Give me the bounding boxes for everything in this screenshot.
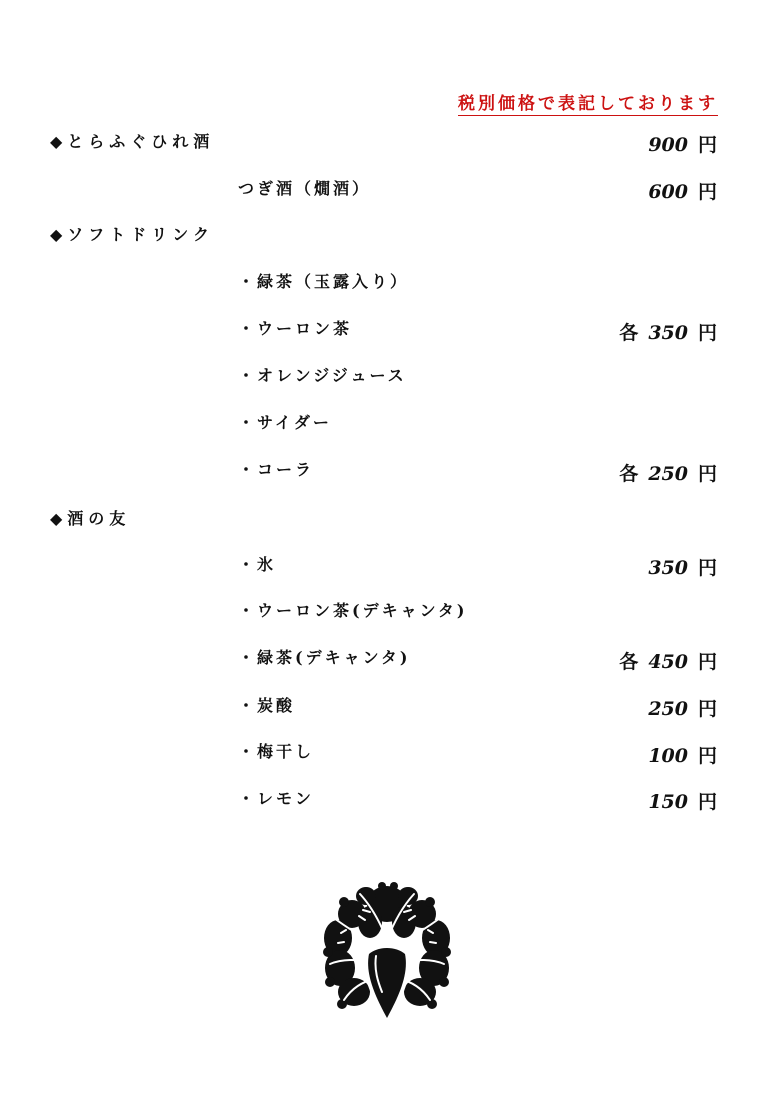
price-unit: 円 [697,698,717,720]
menu-item: ・梅干し [238,742,315,761]
price-unit: 円 [697,134,717,156]
price-prefix: 各 [619,463,639,485]
price [619,322,717,344]
tax-notice: 税別価格で表記しております [458,94,718,114]
price-amount: 350 [648,557,688,579]
menu-item: ・緑茶(デキャンタ) [238,648,411,667]
menu-item: ・オレンジジュース [238,366,407,385]
price [638,181,717,203]
menu-item: つぎ酒（燗酒） [238,179,372,198]
price [638,134,717,156]
price-amount: 150 [648,791,688,813]
menu-item: ・ウーロン茶(デキャンタ) [238,601,468,620]
price-unit: 円 [697,463,717,485]
menu-item: ・ウーロン茶 [238,319,353,338]
section-heading: ◆とらふぐひれ酒 [50,132,215,151]
menu-item: ・氷 [238,555,277,574]
price-unit: 円 [697,791,717,813]
price [638,791,717,813]
menu-item: ・レモン [238,789,315,808]
daikon-crest-icon [320,882,455,1024]
menu-item: ・コーラ [238,460,315,479]
price-unit: 円 [697,651,717,673]
section-heading: ◆ソフトドリンク [50,225,214,244]
price-amount: 250 [648,698,688,720]
price-unit: 円 [697,181,717,203]
menu-item: ・炭酸 [238,696,296,715]
price [638,698,717,720]
price-amount: 250 [648,463,688,485]
price-amount: 350 [648,322,688,344]
price-unit: 円 [697,557,717,579]
price [638,557,717,579]
price-amount: 100 [648,745,688,767]
price-prefix: 各 [619,322,639,344]
menu-item: ・緑茶（玉露入り） [238,272,410,291]
price-unit: 円 [697,745,717,767]
price-amount: 450 [648,651,688,673]
price [619,651,717,673]
price [638,745,717,767]
price-amount: 600 [648,181,688,203]
price-amount: 900 [648,134,688,156]
price-prefix: 各 [619,651,639,673]
price-unit: 円 [697,322,717,344]
section-heading: ◆酒の友 [50,509,131,528]
price [619,463,717,485]
menu-item: ・サイダー [238,413,332,432]
